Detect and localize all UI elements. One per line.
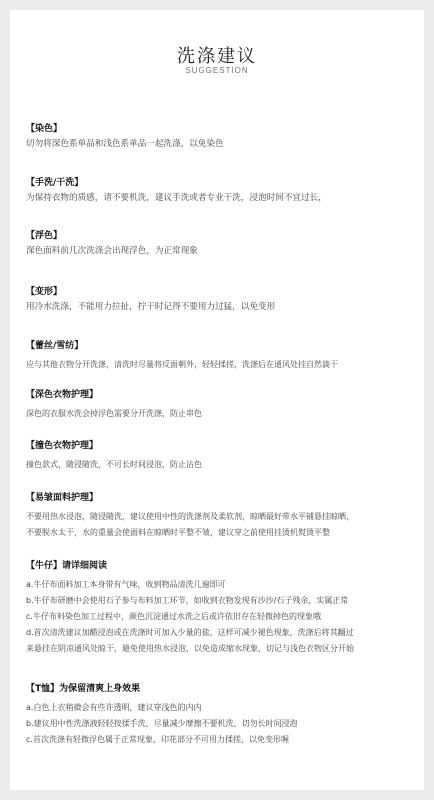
section-lace-chiffon bbox=[26, 340, 414, 373]
section-dyeing bbox=[26, 123, 414, 153]
section-heading: 【染色】 bbox=[26, 124, 63, 134]
section-text-line: b.建议用中性洗涤液轻轻按揉手洗，尽量减少摩擦不要机洗，切勿长时间浸泡 bbox=[26, 719, 298, 728]
page-subtitle: SUGGESTION bbox=[185, 66, 249, 75]
section-text-line: 不要用热水浸泡，随浸随洗，建议使用中性的洗涤剂及柔软剂，晾晒最好带水平铺悬挂晾晒， bbox=[26, 512, 354, 521]
section-text: 为保持衣物的质感，请不要机洗，建议手洗或者专业干洗，浸泡时间不宜过长， bbox=[26, 193, 327, 203]
section-text-line: a.牛仔布面料加工本身带有气味，收到物品清洗几遍即可 bbox=[26, 580, 226, 589]
section-text: 深色面料前几次洗涤会出现浮色，为正常现象 bbox=[26, 246, 198, 256]
section-heading: 【深色衣物护理】 bbox=[26, 390, 99, 400]
section-text: 用冷水洗涤，不能用力拉扯，拧干时记得不要用力过猛，以免变形 bbox=[26, 302, 276, 312]
section-dark-care bbox=[26, 389, 414, 422]
section-denim bbox=[26, 560, 414, 657]
section-heading: 【变形】 bbox=[26, 287, 63, 297]
section-heading: 【易皱面料护理】 bbox=[26, 493, 99, 503]
section-handwash bbox=[26, 177, 414, 207]
section-heading: 【牛仔】请详细阅读 bbox=[26, 561, 108, 571]
section-text: 应与其他衣物分开洗涤，清洗时尽量将反面朝外，轻轻揉搓，洗涤后在通风处挂自然滴干 bbox=[26, 360, 338, 369]
section-deformation bbox=[26, 286, 414, 316]
section-floating-color bbox=[26, 230, 414, 260]
section-text-line: 不要脱水太干，水的重量会使面料在晾晒时平整不皱，建议穿之前使用挂烫机熨烫平整 bbox=[26, 528, 330, 537]
section-heading: 【T恤】为保留清爽上身效果 bbox=[26, 684, 141, 694]
section-text: 深色的衣服水洗会掉浮色需要分开洗涤，防止串色 bbox=[26, 409, 202, 418]
section-text-line: d.首次清洗建议加醋浸泡或在洗涤时可加入少量的盐，这样可减少褪色现象，洗涤后将其翻过 bbox=[26, 628, 354, 637]
washing-suggestion-card bbox=[10, 10, 424, 790]
section-text-line: c.首次洗涤有轻微浮色属于正常现象，印花部分不可用力揉搓，以免变形喔 bbox=[26, 735, 289, 744]
section-heading: 【浮色】 bbox=[26, 231, 63, 241]
section-heading: 【手洗/干洗】 bbox=[26, 178, 84, 188]
section-tshirt bbox=[26, 683, 414, 748]
section-heading: 【蕾丝/雪纺】 bbox=[26, 341, 84, 351]
section-contrast-care bbox=[26, 440, 414, 473]
section-text-line: c.牛仔布料染色加工过程中，颜色沉淀通过水洗之后或许依旧存在轻微掉色的现象哦 bbox=[26, 612, 321, 621]
section-text-line: b.牛仔布研磨中会使用石子参与布料加工环节，如收到衣物发现有沙沙/石子残余，实属正常 bbox=[26, 596, 349, 605]
section-text: 撞色款式，随浸随洗，不可长时间浸泡，防止沾色 bbox=[26, 460, 202, 469]
section-text-line: a.白色上衣稍微会有些许透明，建议穿浅色的内内 bbox=[26, 703, 202, 712]
section-text: 切勿将深色系单品和浅色系单品一起洗涤，以免染色 bbox=[26, 139, 224, 149]
section-text-line: 来悬挂在阴凉通风处晾干，避免使用热水浸泡，以免造成缩水现象，切记与浅色衣物区分开始 bbox=[26, 644, 354, 653]
page-title: 洗涤建议 bbox=[177, 46, 257, 67]
section-wrinkle-care bbox=[26, 492, 414, 541]
section-heading: 【撞色衣物护理】 bbox=[26, 441, 99, 451]
